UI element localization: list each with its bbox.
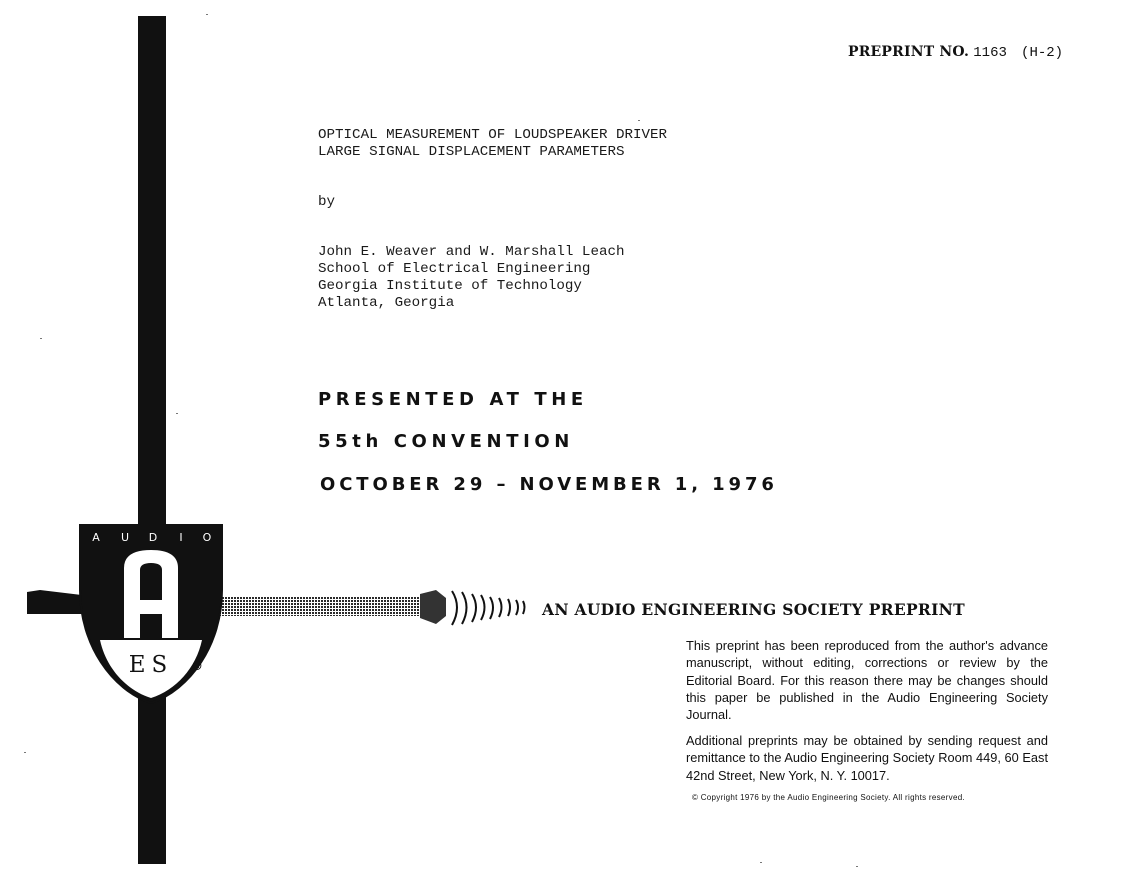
preprint-number: 1163 <box>973 45 1007 61</box>
logo-letter-i: I <box>179 531 183 544</box>
vertical-bar <box>138 16 166 864</box>
author-school: School of Electrical Engineering <box>318 261 591 277</box>
paper-title-line-2: LARGE SIGNAL DISPLACEMENT PARAMETERS <box>318 144 625 160</box>
convention-dates: OCTOBER 29 – NOVEMBER 1, 1976 <box>320 474 778 495</box>
ordering-notice: Additional preprints may be obtained by sending request and remittance to the Audio Engineering Society Room 449, 60 East 42nd Street, New York, N. Y. 10017. <box>686 733 1048 783</box>
paper-title-line-1: OPTICAL MEASUREMENT OF LOUDSPEAKER DRIVER <box>318 127 668 143</box>
presented-at-label: PRESENTED AT THE <box>318 389 588 410</box>
preprint-number-header <box>848 43 1063 61</box>
reproduction-notice: This preprint has been reproduced from the author's advance manuscript, without editing, corrections or review by the Editorial Board. For this reason there may be changes should this paper be published in the Audio Engineering Society Journal. <box>686 638 1048 723</box>
sound-band <box>212 596 434 616</box>
copyright-notice: © Copyright 1976 by the Audio Engineering Society. All rights reserved. <box>692 793 965 802</box>
logo-letter-u: U <box>120 531 130 544</box>
paper-title <box>318 127 667 161</box>
logo-letter-o: O <box>202 531 212 544</box>
scan-speck <box>760 862 762 863</box>
scan-speck <box>40 338 42 339</box>
scan-speck <box>206 14 208 15</box>
scan-speck <box>24 752 26 753</box>
author-names: John E. Weaver and W. Marshall Leach <box>318 244 625 260</box>
sound-band-taper <box>420 590 446 624</box>
logo-letter-a: A <box>92 531 100 544</box>
preprint-code: (H-2) <box>1021 45 1064 61</box>
society-preprint-banner: AN AUDIO ENGINEERING SOCIETY PREPRINT <box>542 600 965 619</box>
author-block <box>318 244 625 312</box>
author-location: Atlanta, Georgia <box>318 295 455 311</box>
preprint-label: PREPRINT NO. <box>848 44 970 60</box>
logo-es-letters: ES <box>128 652 174 678</box>
scan-speck <box>856 866 858 867</box>
registered-mark: ® <box>191 659 203 673</box>
logo-letter-d: D <box>148 531 158 544</box>
author-institute: Georgia Institute of Technology <box>318 278 582 294</box>
scan-speck <box>176 413 178 414</box>
convention-label: 55th CONVENTION <box>318 431 574 452</box>
scan-speck <box>638 120 640 121</box>
by-label: by <box>318 194 336 210</box>
sound-waves <box>452 591 525 625</box>
